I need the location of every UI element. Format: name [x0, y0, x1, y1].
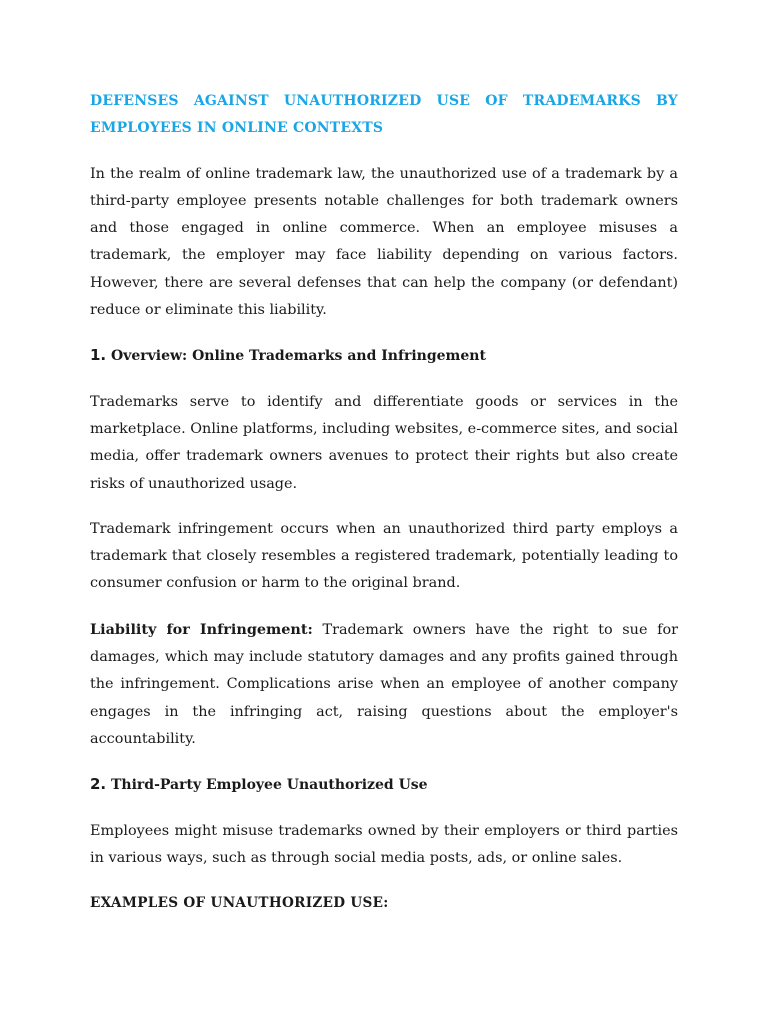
liability-paragraph: [90, 616, 678, 753]
section-2-number: 2.: [90, 775, 107, 794]
section-1-heading: [90, 342, 678, 370]
intro-paragraph: In the realm of online trademark law, the unauthorized use of a trademark by a third-party employee presents notable challenges for both trademark owners and those engaged in online commerce. When an employee misuses a trademark, the employer may face liability depending on various factors. However, there are several defenses that can help the company (or defendant) reduce or eliminate this liability.: [90, 165, 678, 319]
document-page: [90, 88, 678, 917]
section-1-paragraph-2: Trademark infringement occurs when an unauthorized third party employs a trademark that closely resembles a registered trademark, potentially leading to consumer confusion or harm to the original brand.: [90, 520, 678, 592]
examples-heading: EXAMPLES OF UNAUTHORIZED USE:: [90, 895, 389, 912]
section-1-number: 1.: [90, 346, 107, 365]
section-2-title: Third-Party Employee Unauthorized Use: [111, 777, 428, 794]
liability-text: Trademark owners have the right to sue for damages, which may include statutory damages and any profits gained through the infringement. Complications arise when an employee of another company engages in the infringing act, raising questions about the employer's accountability.: [90, 621, 678, 747]
section-1-paragraph-1: Trademarks serve to identify and differentiate goods or services in the marketplace. Online platforms, including websites, e-commerce sites, and social media, offer trademark owners avenues to protect their rights but also create risks of unauthorized usage.: [90, 393, 678, 492]
document-title: DEFENSES AGAINST UNAUTHORIZED USE OF TRADEMARKS BY EMPLOYEES IN ONLINE CONTEXTS: [90, 93, 678, 137]
section-1-title: Overview: Online Trademarks and Infringement: [111, 348, 486, 365]
section-2-heading: [90, 771, 678, 799]
section-2-paragraph-1: Employees might misuse trademarks owned by their employers or third parties in various ways, such as through social media posts, ads, or online sales.: [90, 822, 678, 866]
liability-label: Liability for Infringement:: [90, 620, 313, 638]
